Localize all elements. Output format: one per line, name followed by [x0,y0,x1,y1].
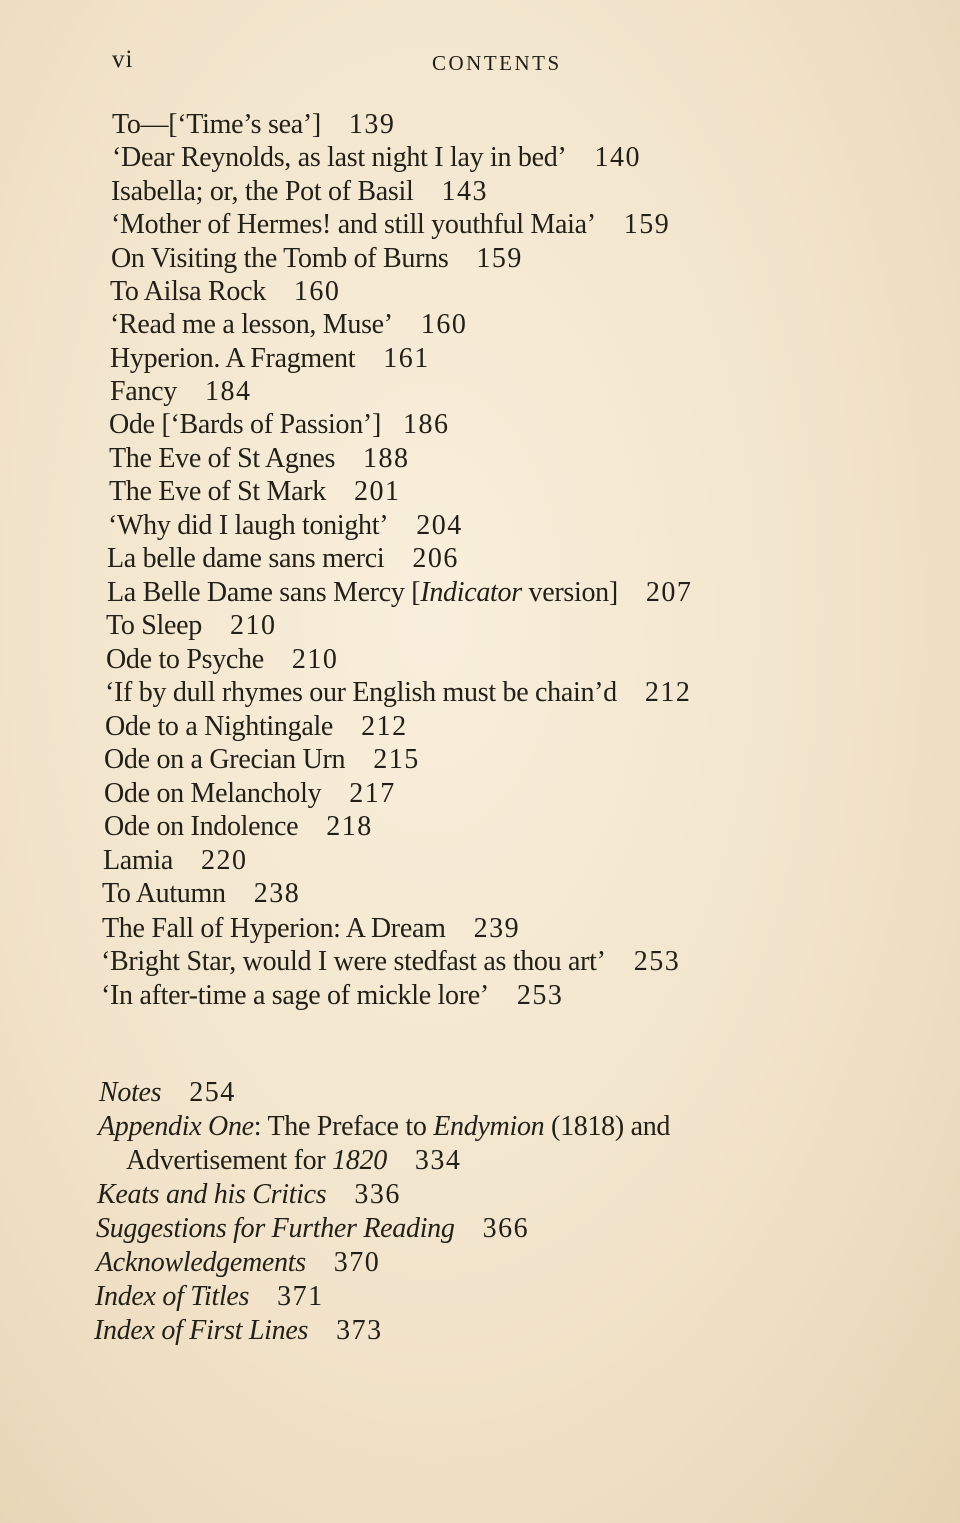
entry-title-end: version] [521,577,618,608]
toc-entry [109,408,449,442]
toc-entry [104,810,373,844]
entry-page: 238 [253,878,301,909]
entry-page: 160 [420,309,468,340]
entry-page: 212 [361,711,408,742]
entry-page: 160 [293,276,341,307]
appendix-label: Appendix One [98,1111,254,1142]
entry-title: Acknowledgements [96,1247,306,1278]
entry-page: 217 [349,778,396,809]
entry-page: 334 [414,1145,462,1176]
toc-entry-appendix [98,1110,670,1144]
appendix-text: : The Preface to [253,1111,434,1142]
toc-entry [109,475,401,509]
entry-page: 204 [416,510,463,541]
toc-entry [107,576,692,610]
entry-page: 143 [441,176,488,207]
toc-entry [112,141,641,175]
entry-title: Hyperion. A Fragment [110,343,356,374]
toc-entry [111,208,670,242]
toc-entry-reading [96,1212,529,1246]
entry-title-italic: Indicator [420,577,522,608]
entry-title: The Fall of Hyperion: A Dream [102,913,446,944]
toc-entry [105,676,691,710]
toc-entry [108,509,463,543]
appendix-line2: Advertisement for [126,1145,333,1176]
toc-entry-index-titles [95,1280,324,1314]
entry-title: Lamia [103,845,174,876]
entry-title: Suggestions for Further Reading [96,1213,455,1244]
entry-page: 186 [402,409,450,440]
entry-title: ‘Bright Star, would I were stedfast as thou art’ [101,946,606,977]
entry-title: To Sleep [106,610,202,641]
entry-page: 254 [189,1077,236,1108]
entry-title: The Eve of St Agnes [109,443,336,474]
entry-title: ‘Why did I laugh tonight’ [108,510,389,541]
page-folio: vi [112,46,134,73]
toc-entry [105,710,408,744]
entry-title: ‘In after-time a sage of mickle lore’ [101,980,489,1011]
entry-page: 253 [633,946,681,977]
toc-entry-appendix-cont [126,1144,461,1178]
appendix-work: Endymion [433,1111,545,1142]
entry-title: ‘Read me a lesson, Muse’ [110,309,393,340]
entry-title: To Ailsa Rock [110,276,266,307]
entry-page: 161 [383,343,430,374]
entry-page: 206 [412,543,459,574]
toc-entry-acknowledgements [96,1246,380,1280]
appendix-line2-year: 1820 [332,1145,387,1176]
entry-title: The Eve of St Mark [109,476,326,507]
entry-title: Ode on a Grecian Urn [104,744,346,775]
toc-entry [109,442,410,476]
entry-title: Ode on Melancholy [104,778,322,809]
entry-title: To Autumn [102,878,226,909]
appendix-year: (1818) and [544,1111,671,1142]
toc-entry [110,375,251,409]
toc-entry [106,609,276,643]
entry-page: 210 [291,644,339,675]
toc-entry [102,912,520,946]
entry-title: Isabella; or, the Pot of Basil [111,176,414,207]
entry-page: 159 [623,209,671,240]
toc-entry-critics [97,1178,401,1212]
entry-page: 188 [363,443,410,474]
toc-entry [103,844,248,878]
running-head: CONTENTS [432,51,562,75]
entry-title: Index of Titles [95,1281,250,1312]
toc-entry [110,342,430,376]
toc-entry [104,777,396,811]
toc-entry [107,542,459,576]
entry-page: 210 [229,610,277,641]
entry-page: 253 [516,980,564,1011]
entry-page: 215 [373,744,420,775]
entry-page: 207 [645,577,693,608]
toc-entry [104,743,420,777]
toc-entry [101,979,563,1013]
entry-page: 366 [482,1213,530,1244]
entry-title: On Visiting the Tomb of Burns [111,243,449,274]
toc-entry [102,877,300,911]
entry-page: 370 [333,1247,381,1278]
toc-entry [112,108,395,142]
entry-page: 159 [476,243,523,274]
entry-title: Notes [99,1077,162,1108]
entry-title: Keats and his Critics [97,1179,327,1210]
entry-title: ‘Dear Reynolds, as last night I lay in bed’ [112,142,567,173]
entry-title: Ode to Psyche [106,644,264,675]
toc-entry [111,175,488,209]
entry-title: La Belle Dame sans Mercy [ [107,577,421,608]
entry-page: 212 [644,677,692,708]
entry-title: ‘If by dull rhymes our English must be chain’d [105,677,617,708]
entry-title: To—[‘Time’s sea’] [112,109,321,140]
entry-page: 139 [348,109,396,140]
toc-entry [110,275,340,309]
entry-page: 184 [204,376,252,407]
toc-entry [101,945,680,979]
entry-title: Index of First Lines [94,1315,309,1346]
toc-entry-notes [99,1076,236,1110]
entry-title: Ode on Indolence [104,811,299,842]
entry-title: La belle dame sans merci [107,543,385,574]
entry-title: Fancy [110,376,177,407]
entry-title: Ode [‘Bards of Passion’] [109,409,381,440]
toc-entry [106,643,338,677]
entry-title: ‘Mother of Hermes! and still youthful Maia’ [111,209,596,240]
toc-entry [110,308,467,342]
entry-page: 218 [326,811,373,842]
entry-page: 336 [354,1179,401,1210]
entry-page: 140 [594,142,641,173]
entry-title: Ode to a Nightingale [105,711,334,742]
entry-page: 201 [354,476,401,507]
entry-page: 373 [336,1315,383,1346]
entry-page: 220 [201,845,248,876]
toc-entry [111,242,523,276]
entry-page: 239 [473,913,521,944]
toc-entry-index-first-lines [94,1314,383,1348]
entry-page: 371 [277,1281,324,1312]
